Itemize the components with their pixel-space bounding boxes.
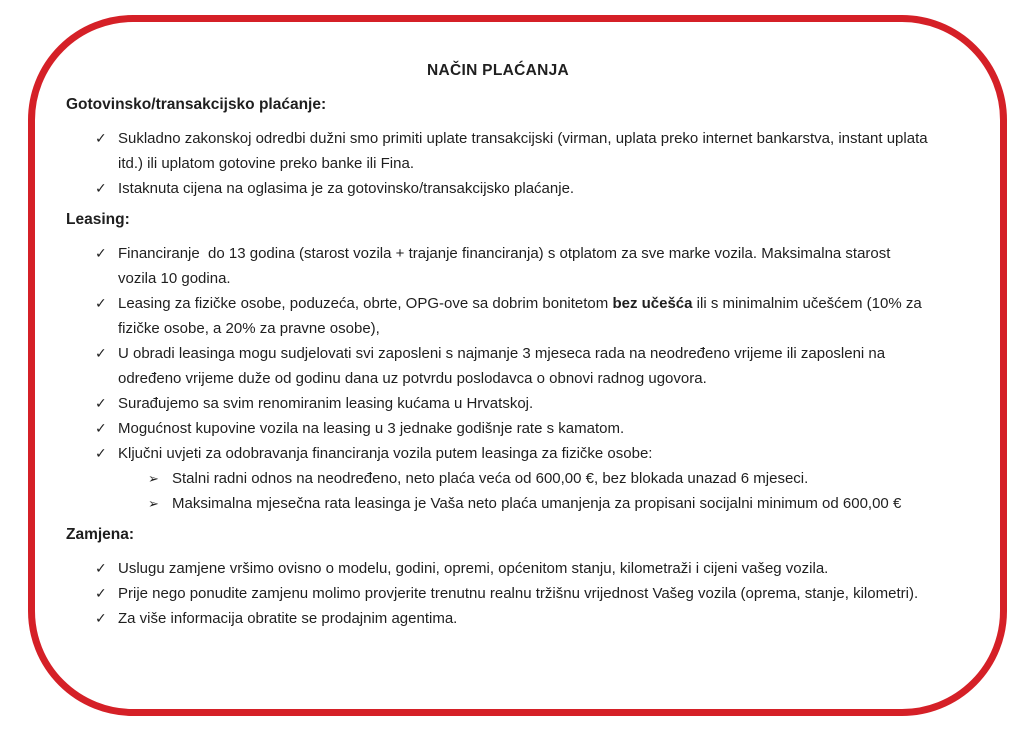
sub-bullet-item	[148, 466, 930, 491]
bullet-text-part: ili s minimalnim učešćem (10% za fizičke osobe, a 20% za pravne osobe),	[118, 295, 926, 337]
check-bullet-icon: ✓	[95, 295, 107, 311]
bullet-item	[95, 291, 930, 341]
bullet-text: Istaknuta cijena na oglasima je za gotovinsko/transakcijsko plaćanje.	[118, 180, 575, 197]
bullet-text-part: Leasing za fizičke osobe, poduzeća, obrte, OPG-ove sa dobrim bonitetom	[118, 295, 613, 312]
bullet-text-with-subitems	[118, 441, 930, 516]
bullet-item	[95, 441, 930, 516]
bullet-text: Surađujemo sa svim renomiranim leasing kućama u Hrvatskoj.	[118, 395, 534, 412]
bullet-item	[95, 606, 930, 631]
section-heading-zamjena: Zamjena:	[66, 526, 135, 543]
bullet-text	[118, 291, 930, 341]
check-bullet-icon: ✓	[95, 560, 107, 576]
bullet-list	[66, 126, 930, 201]
bullet-text: U obradi leasinga mogu sudjelovati svi zaposleni s najmanje 3 mjeseca rada na neodređeno vrijeme ili zaposleni na određeno vrijeme duže od godinu dana uz potvrdu poslodavca o obnovi radnog ugovora.	[118, 345, 890, 387]
bullet-item	[95, 241, 930, 291]
check-bullet-icon: ✓	[95, 245, 107, 261]
bullet-text: Mogućnost kupovine vozila na leasing u 3 jednake godišnje rate s kamatom.	[118, 420, 625, 437]
bullet-item	[95, 556, 930, 581]
check-bullet-icon: ✓	[95, 395, 107, 411]
section-leasing	[66, 207, 930, 516]
bullet-item	[95, 416, 930, 441]
bullet-item	[95, 126, 930, 176]
bullet-item	[95, 341, 930, 391]
section-zamjena	[66, 522, 930, 631]
check-bullet-icon: ✓	[95, 420, 107, 436]
bullet-text-bold: bez učešća	[612, 295, 693, 312]
document-title: NAČIN PLAĆANJA	[427, 62, 569, 79]
bullet-text: Za više informacija obratite se prodajnim agentima.	[118, 610, 458, 627]
bullet-text: Uslugu zamjene vršimo ovisno o modelu, godini, opremi, općenitom stanju, kilometraži i cijeni vašeg vozila.	[118, 560, 829, 577]
bullet-item	[95, 391, 930, 416]
bullet-text: Financiranje do 13 godina (starost vozila + trajanje financiranja) s otplatom za sve marke vozila. Maksimalna starost vozila 10 godina.	[118, 245, 895, 287]
bullet-text: Prije nego ponudite zamjenu molimo provjerite trenutnu realnu tržišnu vrijednost Vašeg vozila (oprema, stanje, kilometri).	[118, 585, 919, 602]
bullet-list	[66, 556, 930, 631]
check-bullet-icon: ✓	[95, 345, 107, 361]
bullet-text: Ključni uvjeti za odobravanja financiranja vozila putem leasinga za fizičke osobe:	[118, 445, 653, 462]
sub-bullet-text: Stalni radni odnos na neodređeno, neto plaća veća od 600,00 €, bez blokada unazad 6 mjeseci.	[172, 470, 809, 487]
red-rounded-border	[28, 15, 1007, 716]
section-heading-leasing: Leasing:	[66, 211, 130, 228]
check-bullet-icon: ✓	[95, 130, 107, 146]
check-bullet-icon: ✓	[95, 445, 107, 461]
check-bullet-icon: ✓	[95, 585, 107, 601]
sub-bullet-item	[148, 491, 930, 516]
bullet-item	[95, 581, 930, 606]
sub-bullet-list	[118, 466, 930, 516]
sub-bullet-text: Maksimalna mjesečna rata leasinga je Vaša neto plaća umanjenja za propisani socijalni minimum od 600,00 €	[172, 495, 902, 512]
bullet-text: Sukladno zakonskoj odredbi dužni smo primiti uplate transakcijski (virman, uplata preko internet bankarstva, instant uplata itd.) ili uplatom gotovine preko banke ili Fina.	[118, 130, 932, 172]
section-gotovinsko	[66, 92, 930, 201]
arrow-bullet-icon: ➢	[148, 471, 159, 486]
bullet-list	[66, 241, 930, 516]
arrow-bullet-icon: ➢	[148, 496, 159, 511]
section-heading-gotovinsko: Gotovinsko/transakcijsko plaćanje:	[66, 96, 327, 113]
bullet-item	[95, 176, 930, 201]
check-bullet-icon: ✓	[95, 610, 107, 626]
check-bullet-icon: ✓	[95, 180, 107, 196]
